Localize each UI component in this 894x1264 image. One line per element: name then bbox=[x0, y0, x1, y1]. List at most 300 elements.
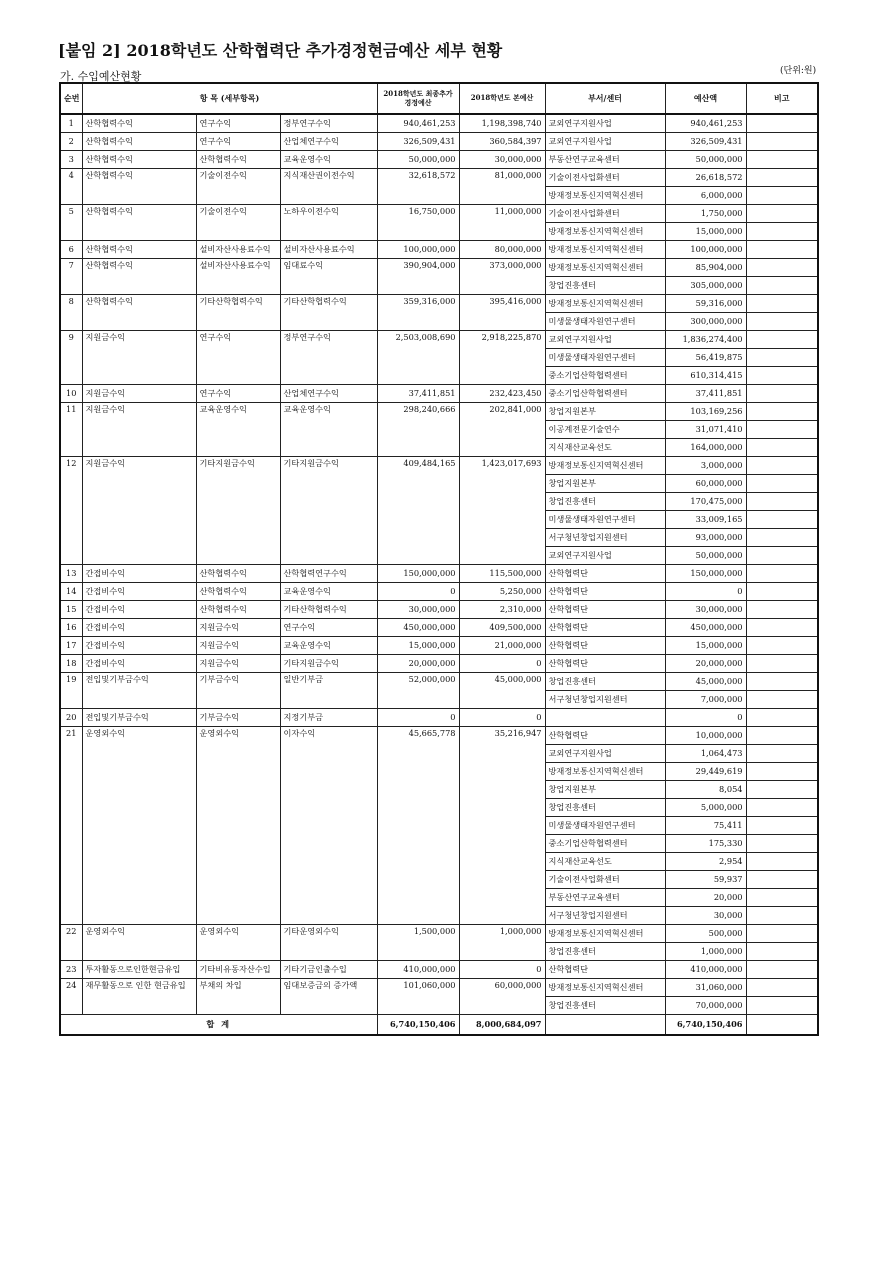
item-category: 간접비수익 bbox=[82, 565, 196, 583]
amount-cell: 170,475,000 bbox=[665, 493, 746, 511]
dept-cell: 이공계전문기술연수 bbox=[545, 421, 665, 439]
dept-cell: 미생물생태자원연구센터 bbox=[545, 313, 665, 331]
row-number: 18 bbox=[60, 655, 82, 673]
note-cell bbox=[746, 223, 818, 241]
dept-cell: 미생물생태자원연구센터 bbox=[545, 349, 665, 367]
item-category: 지원금수익 bbox=[82, 403, 196, 457]
total-dept bbox=[545, 1015, 665, 1036]
row-number: 12 bbox=[60, 457, 82, 565]
table-row bbox=[60, 583, 818, 601]
amount-cell: 45,000,000 bbox=[665, 673, 746, 691]
dept-cell: 산학협력단 bbox=[545, 961, 665, 979]
item-category: 간접비수익 bbox=[82, 583, 196, 601]
row-number: 14 bbox=[60, 583, 82, 601]
item-detail: 교육운영수익 bbox=[280, 151, 377, 169]
row-number: 15 bbox=[60, 601, 82, 619]
amount-cell: 1,000,000 bbox=[665, 943, 746, 961]
final-budget-cell: 0 bbox=[377, 709, 459, 727]
note-cell bbox=[746, 997, 818, 1015]
item-detail: 산학협력연구수익 bbox=[280, 565, 377, 583]
amount-cell: 33,009,165 bbox=[665, 511, 746, 529]
main-budget-cell: 202,841,000 bbox=[459, 403, 545, 457]
item-subcategory: 설비자산사용료수익 bbox=[196, 241, 280, 259]
dept-cell: 산학협력단 bbox=[545, 619, 665, 637]
header-note: 비고 bbox=[746, 83, 818, 114]
row-number: 16 bbox=[60, 619, 82, 637]
table-row bbox=[60, 655, 818, 673]
amount-cell: 175,330 bbox=[665, 835, 746, 853]
amount-cell: 100,000,000 bbox=[665, 241, 746, 259]
dept-cell: 창업진흥센터 bbox=[545, 493, 665, 511]
table-row bbox=[60, 457, 818, 475]
item-category: 간접비수익 bbox=[82, 655, 196, 673]
item-subcategory: 부채의 차입 bbox=[196, 979, 280, 1015]
amount-cell: 31,071,410 bbox=[665, 421, 746, 439]
dept-cell: 방재정보통신지역혁신센터 bbox=[545, 925, 665, 943]
table-row bbox=[60, 403, 818, 421]
dept-cell: 창업지원본부 bbox=[545, 781, 665, 799]
note-cell bbox=[746, 313, 818, 331]
main-budget-cell: 115,500,000 bbox=[459, 565, 545, 583]
amount-cell: 6,000,000 bbox=[665, 187, 746, 205]
item-detail: 기타산학협력수익 bbox=[280, 295, 377, 331]
main-budget-cell: 2,310,000 bbox=[459, 601, 545, 619]
dept-cell: 중소기업산학협력센터 bbox=[545, 385, 665, 403]
header-dept: 부서/센터 bbox=[545, 83, 665, 114]
item-subcategory: 산학협력수익 bbox=[196, 583, 280, 601]
note-cell bbox=[746, 475, 818, 493]
note-cell bbox=[746, 673, 818, 691]
item-category: 지원금수익 bbox=[82, 457, 196, 565]
table-row bbox=[60, 637, 818, 655]
note-cell bbox=[746, 187, 818, 205]
table-row bbox=[60, 601, 818, 619]
final-budget-cell: 0 bbox=[377, 583, 459, 601]
final-budget-cell: 390,904,000 bbox=[377, 259, 459, 295]
total-main: 8,000,684,097 bbox=[459, 1015, 545, 1036]
note-cell bbox=[746, 205, 818, 223]
item-detail: 지정기부금 bbox=[280, 709, 377, 727]
main-budget-cell: 373,000,000 bbox=[459, 259, 545, 295]
main-budget-cell: 2,918,225,870 bbox=[459, 331, 545, 385]
item-category: 산학협력수익 bbox=[82, 133, 196, 151]
table-row bbox=[60, 259, 818, 277]
main-budget-cell: 30,000,000 bbox=[459, 151, 545, 169]
row-number: 11 bbox=[60, 403, 82, 457]
item-category: 산학협력수익 bbox=[82, 295, 196, 331]
dept-cell: 교외연구지원사업 bbox=[545, 114, 665, 133]
row-number: 10 bbox=[60, 385, 82, 403]
final-budget-cell: 450,000,000 bbox=[377, 619, 459, 637]
item-detail: 기타지원금수익 bbox=[280, 457, 377, 565]
note-cell bbox=[746, 493, 818, 511]
dept-cell: 방재정보통신지역혁신센터 bbox=[545, 979, 665, 997]
row-number: 19 bbox=[60, 673, 82, 709]
amount-cell: 8,054 bbox=[665, 781, 746, 799]
dept-cell: 산학협력단 bbox=[545, 601, 665, 619]
item-subcategory: 기부금수익 bbox=[196, 709, 280, 727]
amount-cell: 30,000 bbox=[665, 907, 746, 925]
table-body bbox=[60, 114, 818, 1015]
note-cell bbox=[746, 439, 818, 457]
final-budget-cell: 940,461,253 bbox=[377, 114, 459, 133]
note-cell bbox=[746, 709, 818, 727]
row-number: 6 bbox=[60, 241, 82, 259]
row-number: 5 bbox=[60, 205, 82, 241]
note-cell bbox=[746, 385, 818, 403]
final-budget-cell: 410,000,000 bbox=[377, 961, 459, 979]
main-budget-cell: 11,000,000 bbox=[459, 205, 545, 241]
dept-cell: 산학협력단 bbox=[545, 655, 665, 673]
item-detail: 일반기부금 bbox=[280, 673, 377, 709]
note-cell bbox=[746, 799, 818, 817]
dept-cell: 창업진흥센터 bbox=[545, 799, 665, 817]
item-detail: 교육운영수익 bbox=[280, 637, 377, 655]
amount-cell: 50,000,000 bbox=[665, 547, 746, 565]
item-subcategory: 산학협력수익 bbox=[196, 601, 280, 619]
item-subcategory: 기부금수익 bbox=[196, 673, 280, 709]
note-cell bbox=[746, 547, 818, 565]
item-category: 간접비수익 bbox=[82, 601, 196, 619]
final-budget-cell: 30,000,000 bbox=[377, 601, 459, 619]
table-row bbox=[60, 241, 818, 259]
table-header-row bbox=[60, 83, 818, 114]
note-cell bbox=[746, 151, 818, 169]
header-item: 항 목 (세부항목) bbox=[82, 83, 377, 114]
note-cell bbox=[746, 907, 818, 925]
table-row bbox=[60, 151, 818, 169]
dept-cell: 중소기업산학협력센터 bbox=[545, 835, 665, 853]
item-subcategory: 운영외수익 bbox=[196, 925, 280, 961]
main-budget-cell: 0 bbox=[459, 961, 545, 979]
main-budget-cell: 0 bbox=[459, 709, 545, 727]
item-subcategory: 연구수익 bbox=[196, 331, 280, 385]
final-budget-cell: 16,750,000 bbox=[377, 205, 459, 241]
header-amount: 예산액 bbox=[665, 83, 746, 114]
amount-cell: 150,000,000 bbox=[665, 565, 746, 583]
item-category: 간접비수익 bbox=[82, 637, 196, 655]
main-budget-cell: 0 bbox=[459, 655, 545, 673]
item-category: 투자활동으로인한현금유입 bbox=[82, 961, 196, 979]
amount-cell: 26,618,572 bbox=[665, 169, 746, 187]
dept-cell: 부동산연구교육센터 bbox=[545, 151, 665, 169]
row-number: 13 bbox=[60, 565, 82, 583]
main-budget-cell: 409,500,000 bbox=[459, 619, 545, 637]
item-category: 운영외수익 bbox=[82, 925, 196, 961]
total-final: 6,740,150,406 bbox=[377, 1015, 459, 1036]
dept-cell: 서구청년창업지원센터 bbox=[545, 691, 665, 709]
table-row bbox=[60, 205, 818, 223]
item-category: 지원금수익 bbox=[82, 385, 196, 403]
amount-cell: 31,060,000 bbox=[665, 979, 746, 997]
item-subcategory: 기술이전수익 bbox=[196, 205, 280, 241]
amount-cell: 500,000 bbox=[665, 925, 746, 943]
amount-cell: 610,314,415 bbox=[665, 367, 746, 385]
note-cell bbox=[746, 403, 818, 421]
amount-cell: 3,000,000 bbox=[665, 457, 746, 475]
note-cell bbox=[746, 259, 818, 277]
item-detail: 설비자산사용료수익 bbox=[280, 241, 377, 259]
total-label: 합 계 bbox=[60, 1015, 377, 1036]
item-subcategory: 연구수익 bbox=[196, 114, 280, 133]
row-number: 1 bbox=[60, 114, 82, 133]
final-budget-cell: 298,240,666 bbox=[377, 403, 459, 457]
note-cell bbox=[746, 853, 818, 871]
amount-cell: 1,064,473 bbox=[665, 745, 746, 763]
item-detail: 이자수익 bbox=[280, 727, 377, 925]
table-row bbox=[60, 295, 818, 313]
amount-cell: 15,000,000 bbox=[665, 223, 746, 241]
note-cell bbox=[746, 871, 818, 889]
unit-label: (단위:원) bbox=[780, 66, 817, 76]
note-cell bbox=[746, 727, 818, 745]
amount-cell: 0 bbox=[665, 709, 746, 727]
table-row bbox=[60, 619, 818, 637]
note-cell bbox=[746, 979, 818, 997]
note-cell bbox=[746, 781, 818, 799]
item-category: 산학협력수익 bbox=[82, 114, 196, 133]
main-budget-cell: 1,000,000 bbox=[459, 925, 545, 961]
item-subcategory: 교육운영수익 bbox=[196, 403, 280, 457]
item-subcategory: 연구수익 bbox=[196, 385, 280, 403]
row-number: 17 bbox=[60, 637, 82, 655]
dept-cell bbox=[545, 709, 665, 727]
item-detail: 산업체연구수익 bbox=[280, 133, 377, 151]
amount-cell: 5,000,000 bbox=[665, 799, 746, 817]
row-number: 3 bbox=[60, 151, 82, 169]
note-cell bbox=[746, 277, 818, 295]
dept-cell: 기술이전사업화센터 bbox=[545, 169, 665, 187]
item-detail: 교육운영수익 bbox=[280, 403, 377, 457]
main-budget-cell: 60,000,000 bbox=[459, 979, 545, 1015]
final-budget-cell: 50,000,000 bbox=[377, 151, 459, 169]
main-budget-cell: 21,000,000 bbox=[459, 637, 545, 655]
amount-cell: 164,000,000 bbox=[665, 439, 746, 457]
item-subcategory: 산학협력수익 bbox=[196, 565, 280, 583]
dept-cell: 방재정보통신지역혁신센터 bbox=[545, 241, 665, 259]
amount-cell: 70,000,000 bbox=[665, 997, 746, 1015]
main-budget-cell: 5,250,000 bbox=[459, 583, 545, 601]
note-cell bbox=[746, 619, 818, 637]
main-budget-cell: 1,198,398,740 bbox=[459, 114, 545, 133]
item-subcategory: 지원금수익 bbox=[196, 655, 280, 673]
final-budget-cell: 32,618,572 bbox=[377, 169, 459, 205]
note-cell bbox=[746, 835, 818, 853]
final-budget-cell: 15,000,000 bbox=[377, 637, 459, 655]
dept-cell: 교외연구지원사업 bbox=[545, 133, 665, 151]
amount-cell: 15,000,000 bbox=[665, 637, 746, 655]
page-title: [붙임 2] 2018학년도 산학협력단 추가경정현금예산 세부 현황 bbox=[58, 41, 503, 60]
item-subcategory: 산학협력수익 bbox=[196, 151, 280, 169]
dept-cell: 방재정보통신지역혁신센터 bbox=[545, 457, 665, 475]
amount-cell: 103,169,256 bbox=[665, 403, 746, 421]
dept-cell: 지식재산교육선도 bbox=[545, 439, 665, 457]
item-subcategory: 기타비유동자산수입 bbox=[196, 961, 280, 979]
amount-cell: 7,000,000 bbox=[665, 691, 746, 709]
amount-cell: 940,461,253 bbox=[665, 114, 746, 133]
table-row bbox=[60, 709, 818, 727]
dept-cell: 창업지원본부 bbox=[545, 403, 665, 421]
final-budget-cell: 45,665,778 bbox=[377, 727, 459, 925]
table-row bbox=[60, 565, 818, 583]
dept-cell: 중소기업산학협력센터 bbox=[545, 367, 665, 385]
item-category: 산학협력수익 bbox=[82, 151, 196, 169]
dept-cell: 산학협력단 bbox=[545, 583, 665, 601]
note-cell bbox=[746, 583, 818, 601]
amount-cell: 75,411 bbox=[665, 817, 746, 835]
note-cell bbox=[746, 817, 818, 835]
dept-cell: 미생물생태자원연구센터 bbox=[545, 511, 665, 529]
amount-cell: 59,937 bbox=[665, 871, 746, 889]
final-budget-cell: 359,316,000 bbox=[377, 295, 459, 331]
main-budget-cell: 35,216,947 bbox=[459, 727, 545, 925]
main-budget-cell: 80,000,000 bbox=[459, 241, 545, 259]
amount-cell: 326,509,431 bbox=[665, 133, 746, 151]
final-budget-cell: 20,000,000 bbox=[377, 655, 459, 673]
dept-cell: 교외연구지원사업 bbox=[545, 547, 665, 565]
final-budget-cell: 1,500,000 bbox=[377, 925, 459, 961]
dept-cell: 부동산연구교육센터 bbox=[545, 889, 665, 907]
item-detail: 정부연구수익 bbox=[280, 114, 377, 133]
dept-cell: 기술이전사업화센터 bbox=[545, 205, 665, 223]
amount-cell: 1,750,000 bbox=[665, 205, 746, 223]
amount-cell: 59,316,000 bbox=[665, 295, 746, 313]
dept-cell: 창업진흥센터 bbox=[545, 277, 665, 295]
dept-cell: 창업진흥센터 bbox=[545, 673, 665, 691]
item-subcategory: 기타산학협력수익 bbox=[196, 295, 280, 331]
item-detail: 임대보증금의 증가액 bbox=[280, 979, 377, 1015]
main-budget-cell: 1,423,017,693 bbox=[459, 457, 545, 565]
header-no: 순번 bbox=[60, 83, 82, 114]
table-row bbox=[60, 673, 818, 691]
row-number: 21 bbox=[60, 727, 82, 925]
dept-cell: 방재정보통신지역혁신센터 bbox=[545, 259, 665, 277]
amount-cell: 410,000,000 bbox=[665, 961, 746, 979]
item-category: 산학협력수익 bbox=[82, 205, 196, 241]
amount-cell: 60,000,000 bbox=[665, 475, 746, 493]
note-cell bbox=[746, 511, 818, 529]
row-number: 7 bbox=[60, 259, 82, 295]
note-cell bbox=[746, 133, 818, 151]
dept-cell: 방재정보통신지역혁신센터 bbox=[545, 295, 665, 313]
note-cell bbox=[746, 295, 818, 313]
item-detail: 기타산학협력수익 bbox=[280, 601, 377, 619]
item-subcategory: 운영외수익 bbox=[196, 727, 280, 925]
dept-cell: 방재정보통신지역혁신센터 bbox=[545, 187, 665, 205]
note-cell bbox=[746, 367, 818, 385]
table-row bbox=[60, 114, 818, 133]
item-category: 운영외수익 bbox=[82, 727, 196, 925]
item-category: 전입및기부금수익 bbox=[82, 709, 196, 727]
final-budget-cell: 326,509,431 bbox=[377, 133, 459, 151]
dept-cell: 산학협력단 bbox=[545, 637, 665, 655]
item-category: 산학협력수익 bbox=[82, 241, 196, 259]
item-subcategory: 연구수익 bbox=[196, 133, 280, 151]
row-number: 24 bbox=[60, 979, 82, 1015]
item-detail: 교육운영수익 bbox=[280, 583, 377, 601]
table-row bbox=[60, 925, 818, 943]
dept-cell: 기술이전사업화센터 bbox=[545, 871, 665, 889]
dept-cell: 서구청년창업지원센터 bbox=[545, 529, 665, 547]
item-subcategory: 기타지원금수익 bbox=[196, 457, 280, 565]
table-row bbox=[60, 331, 818, 349]
amount-cell: 0 bbox=[665, 583, 746, 601]
item-detail: 산업체연구수익 bbox=[280, 385, 377, 403]
dept-cell: 교외연구지원사업 bbox=[545, 331, 665, 349]
amount-cell: 20,000,000 bbox=[665, 655, 746, 673]
item-subcategory: 설비자산사용료수익 bbox=[196, 259, 280, 295]
revenue-budget-table bbox=[59, 82, 819, 1036]
note-cell bbox=[746, 349, 818, 367]
row-number: 8 bbox=[60, 295, 82, 331]
dept-cell: 교외연구지원사업 bbox=[545, 745, 665, 763]
item-category: 전입및기부금수익 bbox=[82, 673, 196, 709]
dept-cell: 방재정보통신지역혁신센터 bbox=[545, 223, 665, 241]
item-category: 간접비수익 bbox=[82, 619, 196, 637]
note-cell bbox=[746, 943, 818, 961]
header-final-budget: 2018학년도 최종추가경정예산 bbox=[377, 83, 459, 114]
dept-cell: 창업진흥센터 bbox=[545, 997, 665, 1015]
item-subcategory: 기술이전수익 bbox=[196, 169, 280, 205]
main-budget-cell: 45,000,000 bbox=[459, 673, 545, 709]
final-budget-cell: 101,060,000 bbox=[377, 979, 459, 1015]
dept-cell: 방재정보통신지역혁신센터 bbox=[545, 763, 665, 781]
final-budget-cell: 150,000,000 bbox=[377, 565, 459, 583]
note-cell bbox=[746, 529, 818, 547]
note-cell bbox=[746, 889, 818, 907]
dept-cell: 창업진흥센터 bbox=[545, 943, 665, 961]
final-budget-cell: 37,411,851 bbox=[377, 385, 459, 403]
item-category: 산학협력수익 bbox=[82, 259, 196, 295]
main-budget-cell: 360,584,397 bbox=[459, 133, 545, 151]
dept-cell: 산학협력단 bbox=[545, 565, 665, 583]
item-detail: 지식재산권이전수익 bbox=[280, 169, 377, 205]
amount-cell: 37,411,851 bbox=[665, 385, 746, 403]
dept-cell: 서구청년창업지원센터 bbox=[545, 907, 665, 925]
note-cell bbox=[746, 925, 818, 943]
amount-cell: 30,000,000 bbox=[665, 601, 746, 619]
dept-cell: 창업지원본부 bbox=[545, 475, 665, 493]
main-budget-cell: 81,000,000 bbox=[459, 169, 545, 205]
amount-cell: 450,000,000 bbox=[665, 619, 746, 637]
row-number: 4 bbox=[60, 169, 82, 205]
note-cell bbox=[746, 421, 818, 439]
row-number: 2 bbox=[60, 133, 82, 151]
item-category: 지원금수익 bbox=[82, 331, 196, 385]
note-cell bbox=[746, 763, 818, 781]
item-detail: 노하우이전수익 bbox=[280, 205, 377, 241]
row-number: 23 bbox=[60, 961, 82, 979]
dept-cell: 산학협력단 bbox=[545, 727, 665, 745]
item-subcategory: 지원금수익 bbox=[196, 619, 280, 637]
item-detail: 기타운영외수익 bbox=[280, 925, 377, 961]
note-cell bbox=[746, 457, 818, 475]
item-detail: 임대료수익 bbox=[280, 259, 377, 295]
table-row bbox=[60, 169, 818, 187]
amount-cell: 85,904,000 bbox=[665, 259, 746, 277]
item-detail: 기타기금인출수입 bbox=[280, 961, 377, 979]
note-cell bbox=[746, 637, 818, 655]
table-row bbox=[60, 727, 818, 745]
header-main-budget: 2018학년도 본예산 bbox=[459, 83, 545, 114]
dept-cell: 지식재산교육선도 bbox=[545, 853, 665, 871]
note-cell bbox=[746, 169, 818, 187]
note-cell bbox=[746, 691, 818, 709]
final-budget-cell: 52,000,000 bbox=[377, 673, 459, 709]
amount-cell: 2,954 bbox=[665, 853, 746, 871]
item-detail: 연구수익 bbox=[280, 619, 377, 637]
amount-cell: 10,000,000 bbox=[665, 727, 746, 745]
